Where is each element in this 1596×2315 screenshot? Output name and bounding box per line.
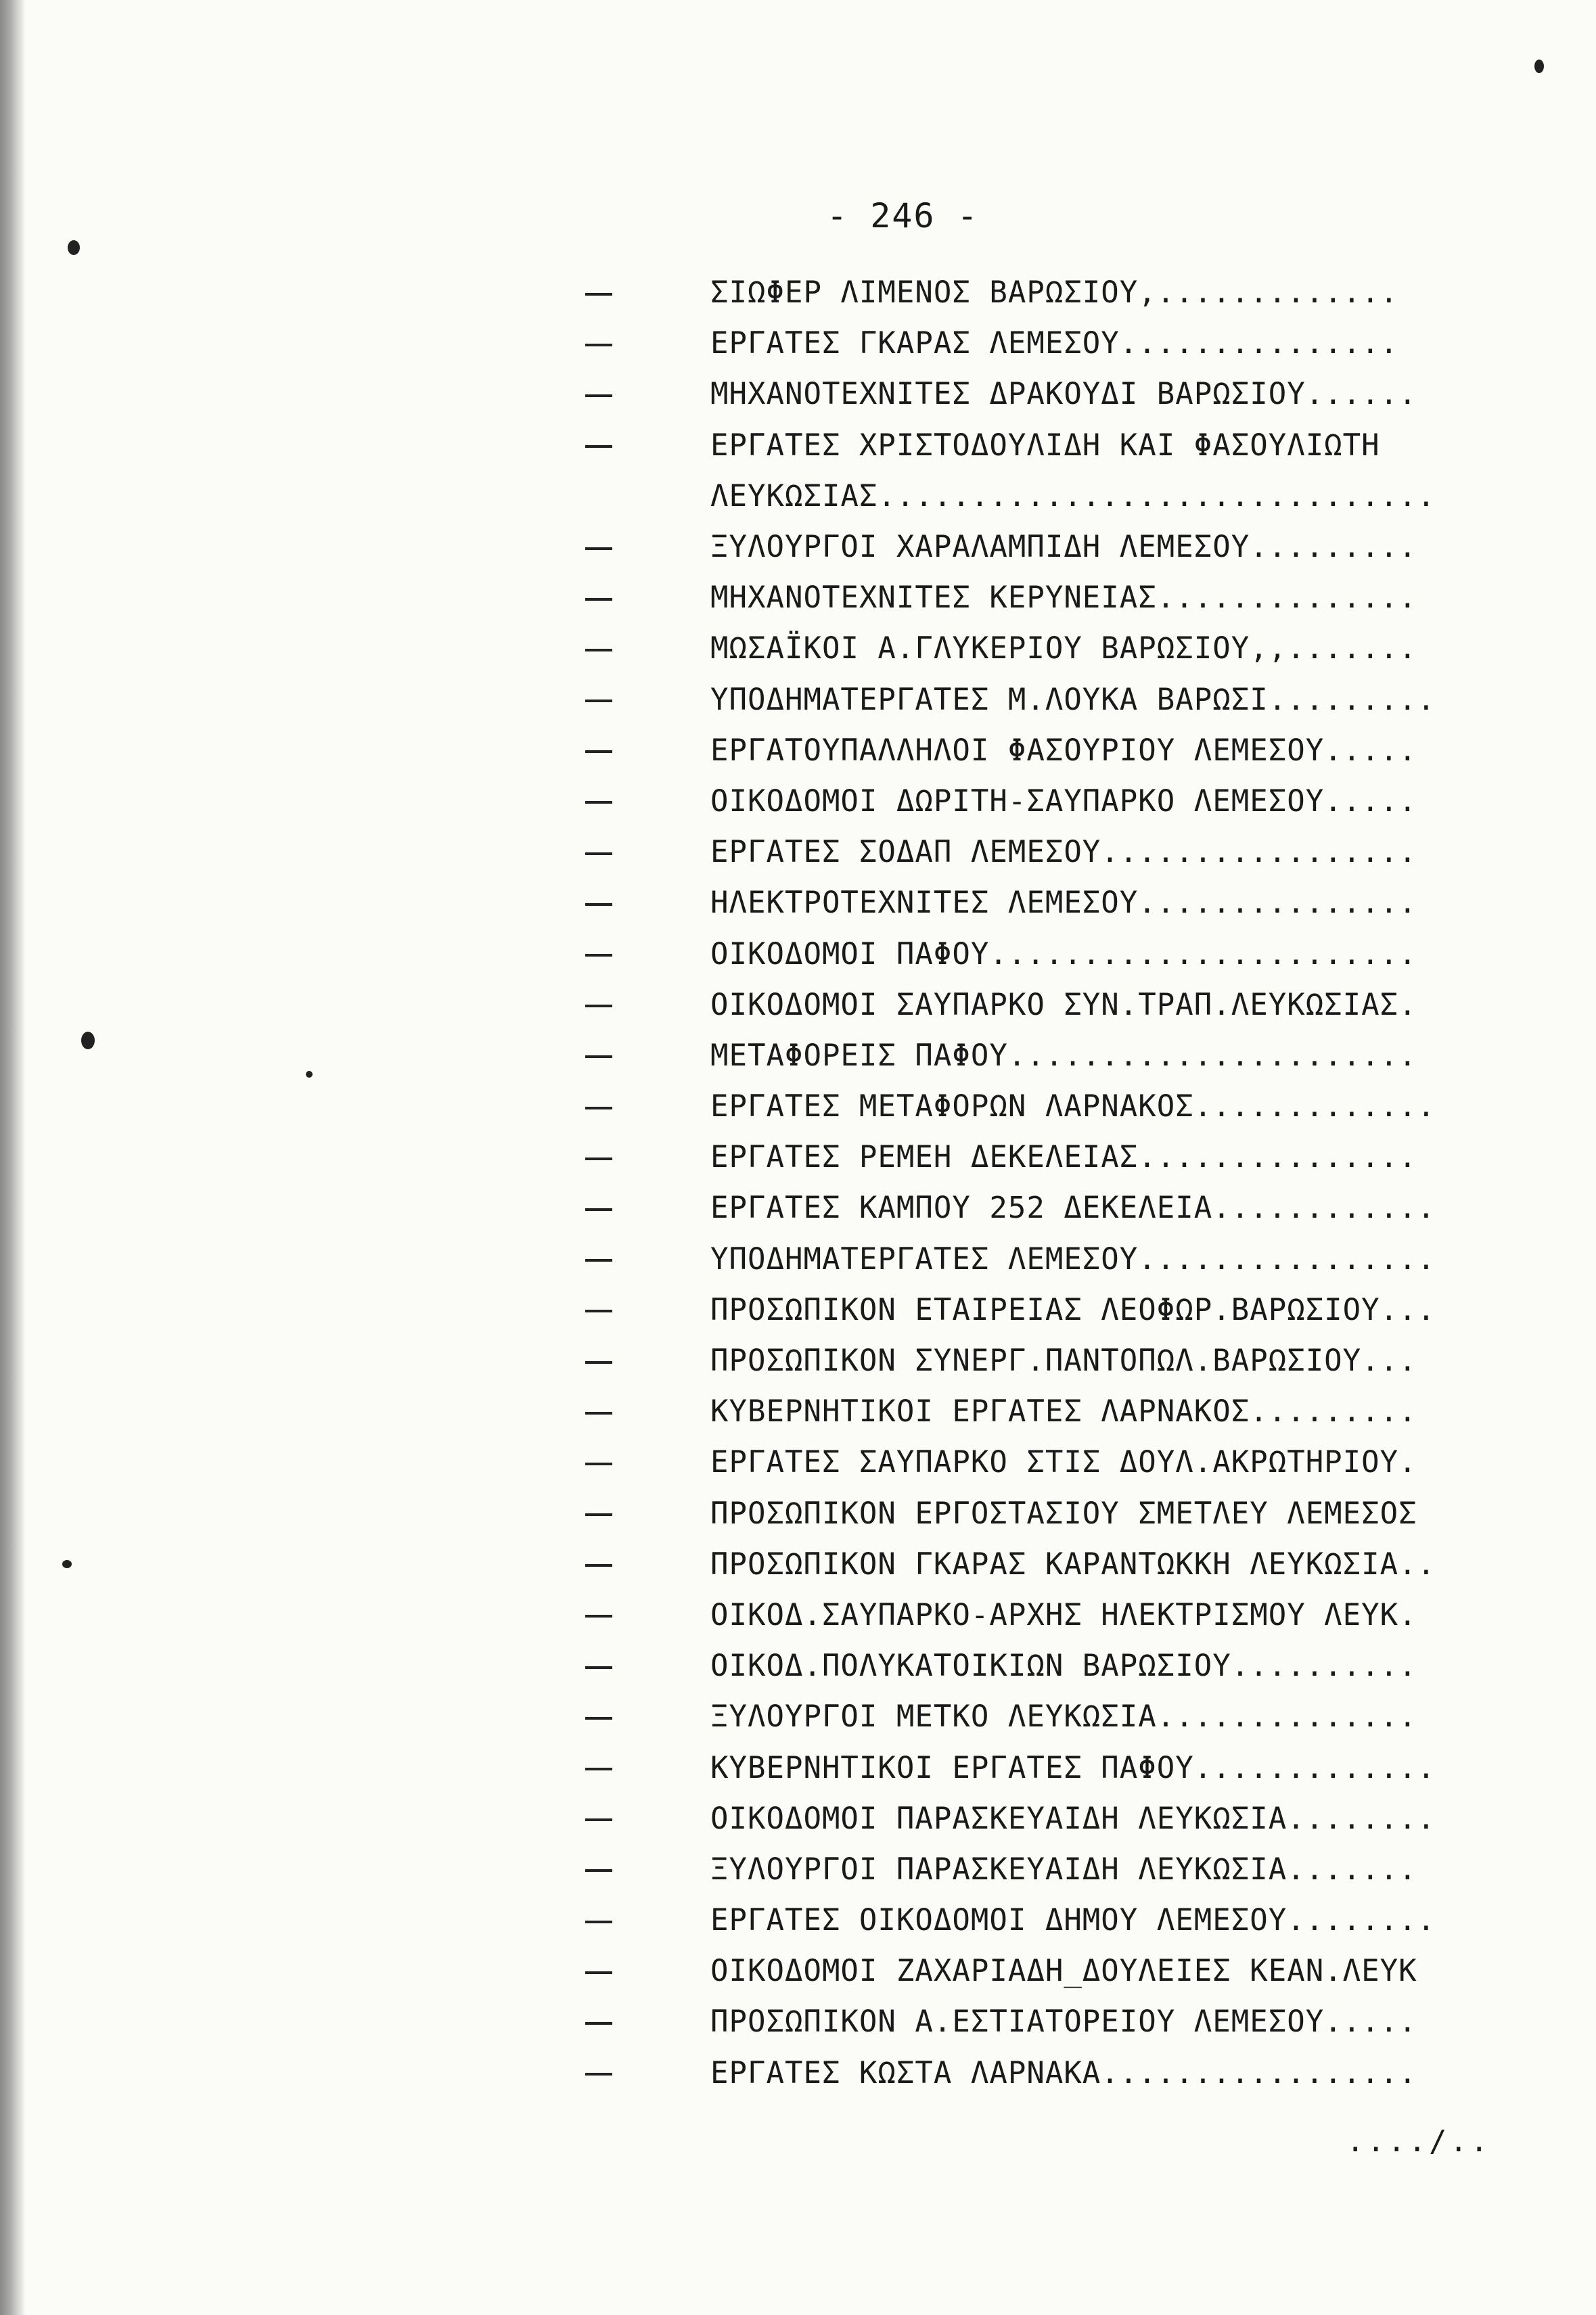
- dash-marker: [585, 1055, 612, 1058]
- list-item-text: ΟΙΚΟΔΟΜΟΙ ΖΑΧΑΡΙΑΔΗ_ΔΟΥΛΕΙΕΣ ΚΕΑΝ.ΛΕΥΚ: [710, 1954, 1417, 1989]
- page-number: - 246 -: [827, 196, 979, 235]
- list-item-text: ΕΡΓΑΤΕΣ ΚΩΣΤΑ ΛΑΡΝΑΚΑ.................: [710, 2055, 1417, 2090]
- list-item: [568, 1691, 1502, 1742]
- list-item-text: ΟΙΚΟΔ.ΠΟΛΥΚΑΤΟΙΚΙΩΝ ΒΑΡΩΣΙΟΥ..........: [710, 1649, 1417, 1684]
- list-item-text: ΕΡΓΑΤΕΣ ΚΑΜΠΟΥ 252 ΔΕΚΕΛΕΙΑ............: [710, 1191, 1436, 1226]
- list-item-text: ΜΕΤΑΦΟΡΕΙΣ ΠΑΦΟΥ......................: [710, 1038, 1417, 1073]
- dash-marker: [585, 1208, 612, 1211]
- list-item-text: ΟΙΚΟΔ.ΣΑΥΠΑΡΚΟ-ΑΡΧΗΣ ΗΛΕΚΤΡΙΣΜΟΥ ΛΕΥΚ.: [710, 1597, 1417, 1632]
- dash-marker: [585, 293, 612, 296]
- list-item: [568, 1234, 1502, 1285]
- list-item-text: ΚΥΒΕΡΝΗΤΙΚΟΙ ΕΡΓΑΤΕΣ ΠΑΦΟΥ.............: [710, 1750, 1436, 1785]
- dash-marker: [585, 1463, 612, 1465]
- dash-marker: [585, 1615, 612, 1618]
- dash-marker: [585, 2022, 612, 2025]
- list-item: [568, 1996, 1502, 2047]
- list-item: [568, 1132, 1502, 1183]
- list-item: [568, 369, 1502, 419]
- list-item: [568, 1590, 1502, 1641]
- list-item: [568, 1793, 1502, 1844]
- list-item-text: ΞΥΛΟΥΡΓΟΙ ΠΑΡΑΣΚΕΥΑΙΔΗ ΛΕΥΚΩΣΙΑ.......: [710, 1852, 1417, 1887]
- dash-marker: [585, 852, 612, 855]
- dash-marker: [585, 344, 612, 346]
- dash-marker: [585, 1818, 612, 1821]
- dash-marker: [585, 1259, 612, 1262]
- list-item: [568, 1641, 1502, 1691]
- list-item-text: ΜΩΣΑΪΚΟΙ Α.ΓΛΥΚΕΡΙΟΥ ΒΑΡΩΣΙΟΥ,,.......: [710, 631, 1417, 666]
- dash-marker: [585, 1564, 612, 1567]
- list-item: [568, 725, 1502, 776]
- dash-marker: [585, 1869, 612, 1872]
- list-item-text: ΕΡΓΑΤΕΣ ΧΡΙΣΤΟΔΟΥΛΙΔΗ ΚΑΙ ΦΑΣΟΥΛΙΩΤΗ: [710, 428, 1380, 463]
- list-item-text: ΠΡΟΣΩΠΙΚΟΝ ΓΚΑΡΑΣ ΚΑΡΑΝΤΩΚΚΗ ΛΕΥΚΩΣΙΑ..: [710, 1546, 1436, 1582]
- list-item-text: ΟΙΚΟΔΟΜΟΙ ΔΩΡΙΤΗ-ΣΑΥΠΑΡΚΟ ΛΕΜΕΣΟΥ.....: [710, 783, 1417, 819]
- list-item: [568, 1844, 1502, 1895]
- list-item-text: ΕΡΓΑΤΕΣ ΣΑΥΠΑΡΚΟ ΣΤΙΣ ΔΟΥΛ.ΑΚΡΩΤΗΡΙΟΥ.: [710, 1445, 1417, 1480]
- dash-marker: [585, 903, 612, 906]
- dash-marker: [585, 445, 612, 448]
- scan-speck: [81, 1032, 95, 1049]
- dash-marker: [585, 1971, 612, 1974]
- dash-marker: [585, 394, 612, 397]
- dash-marker: [585, 1107, 612, 1109]
- list-item-text: ΕΡΓΑΤΕΣ ΣΟΔΑΠ ΛΕΜΕΣΟΥ.................: [710, 835, 1417, 870]
- list-item: [568, 674, 1502, 725]
- list-item-text: ΟΙΚΟΔΟΜΟΙ ΠΑΦΟΥ.......................: [710, 936, 1417, 971]
- dash-marker: [585, 1768, 612, 1770]
- list-item-text: ΠΡΟΣΩΠΙΚΟΝ ΕΤΑΙΡΕΙΑΣ ΛΕΟΦΩΡ.ΒΑΡΩΣΙΟΥ...: [710, 1292, 1436, 1327]
- list-item: [568, 522, 1502, 572]
- scan-speck: [306, 1071, 313, 1078]
- list-item-text: ΠΡΟΣΩΠΙΚΟΝ ΣΥΝΕΡΓ.ΠΑΝΤΟΠΩΛ.ΒΑΡΩΣΙΟΥ...: [710, 1344, 1417, 1379]
- list-item: [568, 267, 1502, 318]
- list-item: [568, 420, 1502, 471]
- dash-marker: [585, 700, 612, 702]
- scan-speck: [62, 1560, 72, 1568]
- list-item: [568, 1183, 1502, 1233]
- dash-marker: [585, 1158, 612, 1160]
- list-item-text: ΥΠΟΔΗΜΑΤΕΡΓΑΤΕΣ Μ.ΛΟΥΚΑ ΒΑΡΩΣΙ.........: [710, 682, 1436, 717]
- list-item: [568, 572, 1502, 623]
- list-item: [568, 1895, 1502, 1946]
- dash-marker: [585, 2073, 612, 2076]
- dash-marker: [585, 1412, 612, 1415]
- list-item-text: ΛΕΥΚΩΣΙΑΣ..............................: [710, 478, 1436, 513]
- list-item-text: ΕΡΓΑΤΕΣ ΜΕΤΑΦΟΡΩΝ ΛΑΡΝΑΚΟΣ.............: [710, 1089, 1436, 1124]
- list-item-text: ΞΥΛΟΥΡΓΟΙ ΜΕΤΚΟ ΛΕΥΚΩΣΙΑ..............: [710, 1699, 1417, 1735]
- list-item: [568, 1335, 1502, 1386]
- dash-marker: [585, 649, 612, 651]
- dash-marker: [585, 954, 612, 957]
- list-item: [568, 623, 1502, 674]
- list-item-text: ΟΙΚΟΔΟΜΟΙ ΣΑΥΠΑΡΚΟ ΣΥΝ.ΤΡΑΠ.ΛΕΥΚΩΣΙΑΣ.: [710, 987, 1417, 1022]
- list-item: [568, 1488, 1502, 1539]
- list-item: [568, 471, 1502, 522]
- list-item: [568, 1742, 1502, 1793]
- dash-marker: [585, 801, 612, 804]
- dash-marker: [585, 1310, 612, 1312]
- list-item-text: ΗΛΕΚΤΡΟΤΕΧΝΙΤΕΣ ΛΕΜΕΣΟΥ...............: [710, 886, 1417, 921]
- list-item-text: ΕΡΓΑΤΕΣ ΓΚΑΡΑΣ ΛΕΜΕΣΟΥ...............: [710, 326, 1399, 361]
- list-item: [568, 1946, 1502, 1996]
- list-item: [568, 928, 1502, 979]
- list-item: [568, 1386, 1502, 1437]
- scanned-page-edge: [0, 0, 26, 2315]
- dash-marker: [585, 1717, 612, 1720]
- list-item-text: ΟΙΚΟΔΟΜΟΙ ΠΑΡΑΣΚΕΥΑΙΔΗ ΛΕΥΚΩΣΙΑ........: [710, 1801, 1436, 1836]
- list-item-text: ΥΠΟΔΗΜΑΤΕΡΓΑΤΕΣ ΛΕΜΕΣΟΥ................: [710, 1241, 1436, 1277]
- dash-marker: [585, 598, 612, 601]
- scan-speck: [68, 240, 80, 255]
- dash-marker: [585, 547, 612, 550]
- list-item-text: ΚΥΒΕΡΝΗΤΙΚΟΙ ΕΡΓΑΤΕΣ ΛΑΡΝΑΚΟΣ.........: [710, 1394, 1417, 1429]
- list-item: [568, 1285, 1502, 1335]
- union-list: [568, 267, 1502, 2099]
- dash-marker: [585, 1666, 612, 1669]
- list-item-text: ΞΥΛΟΥΡΓΟΙ ΧΑΡΑΛΑΜΠΙΔΗ ΛΕΜΕΣΟΥ.........: [710, 530, 1417, 565]
- list-item: [568, 1437, 1502, 1488]
- dash-marker: [585, 1005, 612, 1007]
- list-item-text: ΕΡΓΑΤΟΥΠΑΛΛΗΛΟΙ ΦΑΣΟΥΡΙΟΥ ΛΕΜΕΣΟΥ.....: [710, 733, 1417, 768]
- list-item-text: ΕΡΓΑΤΕΣ ΟΙΚΟΔΟΜΟΙ ΔΗΜΟΥ ΛΕΜΕΣΟΥ........: [710, 1903, 1436, 1938]
- dash-marker: [585, 1921, 612, 1923]
- list-item: [568, 827, 1502, 877]
- continuation-mark: ..../..: [1346, 2124, 1491, 2159]
- list-item-text: ΕΡΓΑΤΕΣ ΡΕΜΕΗ ΔΕΚΕΛΕΙΑΣ...............: [710, 1140, 1417, 1175]
- list-item-text: ΜΗΧΑΝΟΤΕΧΝΙΤΕΣ ΔΡΑΚΟΥΔΙ ΒΑΡΩΣΙΟΥ......: [710, 377, 1417, 412]
- list-item-text: ΜΗΧΑΝΟΤΕΧΝΙΤΕΣ ΚΕΡΥΝΕΙΑΣ..............: [710, 580, 1417, 616]
- list-item-text: ΣΙΩΦΕΡ ΛΙΜΕΝΟΣ ΒΑΡΩΣΙΟΥ,.............: [710, 275, 1399, 311]
- list-item: [568, 1081, 1502, 1132]
- list-item: [568, 2048, 1502, 2099]
- list-item-text: ΠΡΟΣΩΠΙΚΟΝ ΕΡΓΟΣΤΑΣΙΟΥ ΣΜΕΤΛΕΥ ΛΕΜΕΣΟΣ: [710, 1496, 1417, 1531]
- list-item: [568, 318, 1502, 369]
- dash-marker: [585, 1361, 612, 1364]
- dash-marker: [585, 1513, 612, 1516]
- list-item: [568, 1030, 1502, 1081]
- list-item: [568, 1539, 1502, 1590]
- list-item: [568, 877, 1502, 928]
- list-item-text: ΠΡΟΣΩΠΙΚΟΝ Α.ΕΣΤΙΑΤΟΡΕΙΟΥ ΛΕΜΕΣΟΥ.....: [710, 2004, 1417, 2040]
- dash-marker: [585, 750, 612, 753]
- list-item: [568, 776, 1502, 827]
- list-item: [568, 980, 1502, 1030]
- scan-speck: [1534, 60, 1544, 73]
